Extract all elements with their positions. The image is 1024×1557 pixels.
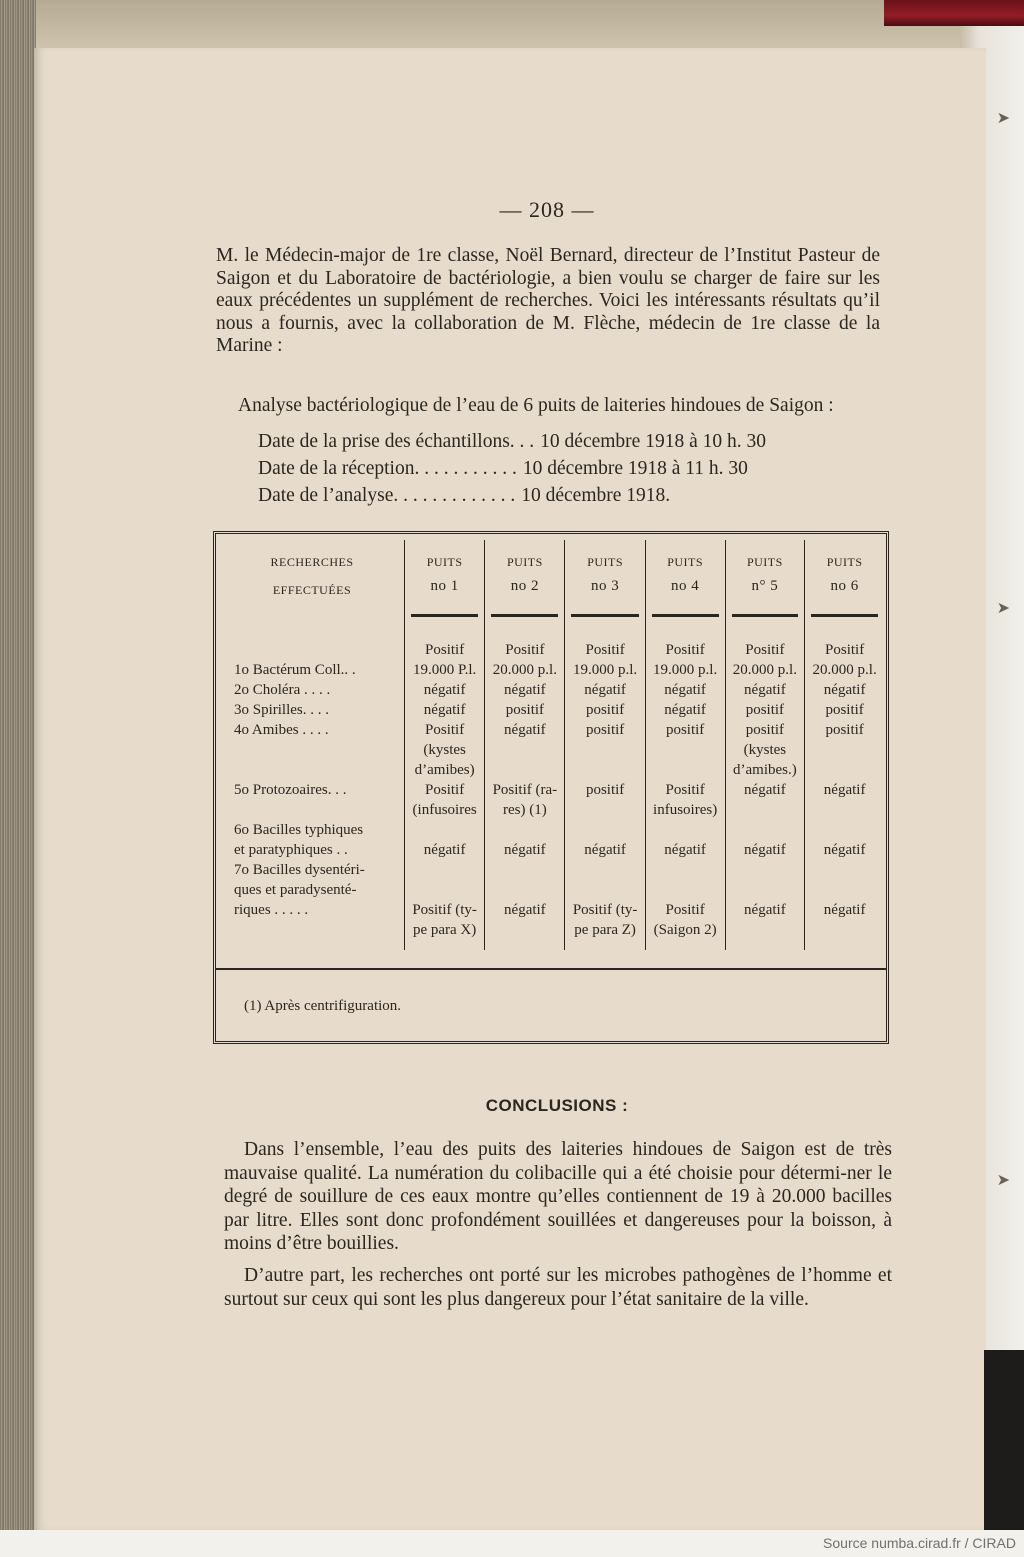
table-cell: négatif: [645, 840, 725, 860]
header-number: n° 5: [751, 578, 779, 594]
table-cell: [645, 740, 725, 760]
date-row: [258, 428, 766, 455]
table-cell: [725, 800, 805, 820]
date-leader-dots: . . . . . . . . . . . . .: [393, 485, 516, 506]
table-row: [220, 760, 884, 780]
table-cell: [645, 820, 725, 840]
table-cell: positif: [565, 720, 645, 740]
table-cell: négatif: [645, 680, 725, 700]
header-rule-cell: [405, 614, 485, 636]
row-label: 1o Bactérum Coll.. .: [234, 662, 356, 678]
table-cell: [405, 860, 485, 880]
bacteriology-table-frame: [213, 531, 889, 1044]
page-holder-shadow: [984, 1350, 1024, 1530]
table-row: [220, 920, 884, 940]
table-cell: négatif: [725, 840, 805, 860]
page-number: — 208 —: [499, 197, 595, 222]
table-cell: Positif: [565, 640, 645, 660]
row-label: 7o Bacilles dysentéri-: [234, 862, 365, 878]
table-cell: négatif: [485, 720, 565, 740]
table-cell: [725, 920, 805, 940]
header-puits-5: [725, 540, 805, 614]
header-recherches: [220, 540, 405, 614]
table-cell: négatif: [405, 840, 485, 860]
table-cell: d’amibes): [405, 760, 485, 780]
table-cell: Positif: [725, 640, 805, 660]
table-row: [220, 800, 884, 820]
table-cell: pe para Z): [565, 920, 645, 940]
bookmark-ribbon: [884, 0, 1024, 26]
table-cell: [805, 860, 884, 880]
header-title: PUITS: [667, 555, 704, 569]
date-leader-dots: . . . . . . . . . . .: [414, 458, 517, 479]
table-cell: (kystes: [725, 740, 805, 760]
table-footnote: (1) Après centrifiguration.: [244, 998, 402, 1014]
table-bottom-rule: [216, 968, 886, 970]
row-label: riques . . . . .: [234, 902, 309, 918]
table-cell: res) (1): [485, 800, 565, 820]
table-cell: 20.000 p.l.: [805, 660, 884, 680]
table-cell: [485, 820, 565, 840]
analysis-title: Analyse bactériologique de l’eau de 6 puits de laiteries hindoues de Saigon :: [238, 395, 834, 416]
table-header-row: [220, 540, 884, 614]
table-cell: [485, 880, 565, 900]
source-credit: Source numba.cirad.fr / CIRAD: [823, 1535, 1016, 1551]
table-cell: [805, 920, 884, 940]
table-row: [220, 880, 884, 900]
table-cell: négatif: [805, 900, 884, 920]
table-cell: pe para X): [405, 920, 485, 940]
table-row: [220, 820, 884, 840]
table-cell: (Saigon 2): [645, 920, 725, 940]
date-row: [258, 482, 766, 509]
header-puits-4: [645, 540, 725, 614]
table-cell: Positif: [645, 640, 725, 660]
table-cell: [805, 820, 884, 840]
spacer-row: [220, 940, 884, 950]
date-row: [258, 455, 766, 482]
header-puits-3: [565, 540, 645, 614]
book-left-edge: [0, 0, 36, 1530]
table-body: [220, 636, 884, 950]
header-title: PUITS: [506, 555, 543, 569]
table-cell: Positif: [405, 640, 485, 660]
table-cell: négatif: [405, 680, 485, 700]
table-cell: 19.000 p.l.: [565, 660, 645, 680]
header-number: no 2: [510, 578, 539, 594]
margin-arrow-icon: ➤: [996, 1170, 1010, 1189]
table-cell: Positif: [805, 640, 884, 660]
table-row: [220, 700, 884, 720]
row-label: [220, 920, 405, 940]
table-cell: négatif: [485, 840, 565, 860]
header-rule-row: [220, 614, 884, 636]
table-cell: [725, 880, 805, 900]
row-label: 2o Choléra . . . .: [234, 682, 331, 698]
row-label: [220, 740, 405, 760]
table-row: [220, 900, 884, 920]
date-leader-dots: . . .: [509, 431, 535, 452]
row-label: ques et paradysenté-: [234, 882, 357, 898]
row-label: 3o Spirilles. . . .: [234, 702, 330, 718]
header-line: EFFECTUÉES: [272, 583, 352, 597]
row-label: [220, 800, 405, 820]
table-cell: négatif: [725, 900, 805, 920]
table-cell: d’amibes.): [725, 760, 805, 780]
header-rule-cell: [565, 614, 645, 636]
table-cell: [725, 860, 805, 880]
table-cell: Positif (ty-: [405, 900, 485, 920]
table-cell: (infusoires: [405, 800, 485, 820]
table-row: [220, 840, 884, 860]
table-cell: positif: [565, 700, 645, 720]
table-cell: négatif: [405, 700, 485, 720]
table-cell: positif: [805, 720, 884, 740]
table-cell: négatif: [565, 840, 645, 860]
conclusions-paragraph-1: Dans l’ensemble, l’eau des puits des laiteries hindoues de Saigon est de très mauvaise qualité. La numération du colibacille qui a été choisie pour détermi-ner le degré de souillure de ces eaux montre qu’elles contiennent de 19 à 20.000 bacilles par litre. Elles sont donc profondément souillées et dangereuses pour la boisson, à moins d’être bouillies.: [224, 1139, 892, 1254]
table-cell: [565, 820, 645, 840]
table-cell: Positif: [645, 780, 725, 800]
table-row: [220, 680, 884, 700]
table-cell: infusoires): [645, 800, 725, 820]
table-cell: [645, 760, 725, 780]
date-label: Date de l’analyse: [258, 485, 394, 506]
table-cell: 20.000 p.l.: [725, 660, 805, 680]
header-title: PUITS: [426, 555, 463, 569]
table-cell: positif: [805, 700, 884, 720]
table-cell: (kystes: [405, 740, 485, 760]
table-cell: Positif (ra-: [485, 780, 565, 800]
conclusions-paragraph-2: D’autre part, les recherches ont porté sur les microbes pathogènes de l’homme et surtout sur ceux qui sont les plus dangereux pour l’état sanitaire de la ville.: [224, 1265, 892, 1310]
header-number: no 4: [670, 578, 700, 594]
date-value: 10 décembre 1918 à 10 h. 30: [540, 431, 766, 452]
header-puits-6: [805, 540, 884, 614]
table-cell: Positif: [405, 720, 485, 740]
table-row: [220, 720, 884, 740]
row-label: 5o Protozoaires. . .: [234, 782, 347, 798]
table-cell: 19.000 p.l.: [645, 660, 725, 680]
table-cell: positif: [725, 700, 805, 720]
table-cell: 20.000 p.l.: [485, 660, 565, 680]
table-cell: [805, 740, 884, 760]
row-label: et paratyphiques . .: [234, 842, 348, 858]
margin-arrow-icon: ➤: [996, 108, 1010, 127]
table-cell: [405, 880, 485, 900]
bacteriology-table: [220, 540, 884, 950]
margin-arrow-icon: ➤: [996, 598, 1010, 617]
table-cell: [485, 920, 565, 940]
table-row: [220, 660, 884, 680]
table-cell: négatif: [805, 680, 884, 700]
intro-paragraph: M. le Médecin-major de 1re classe, Noël Bernard, directeur de l’Institut Pasteur de Saigon et du Laboratoire de bactériologie, a bien voulu se charger de faire sur les eaux précédentes un supplément de recherches. Voici les intéressants résultats qu’il nous a fournis, avec la collaboration de M. Flèche, médecin de 1re classe de la Marine :: [216, 245, 880, 356]
table-cell: Positif: [645, 900, 725, 920]
header-title: PUITS: [746, 555, 783, 569]
table-cell: [485, 740, 565, 760]
table-cell: [565, 860, 645, 880]
header-puits-2: [485, 540, 565, 614]
table-cell: positif: [725, 720, 805, 740]
header-number: no 1: [430, 578, 459, 594]
header-number: no 6: [830, 578, 859, 594]
table-cell: Positif: [485, 640, 565, 660]
table-cell: négatif: [805, 840, 884, 860]
table-cell: Positif (ty-: [565, 900, 645, 920]
table-row: [220, 860, 884, 880]
row-label: 6o Bacilles typhiques: [234, 822, 364, 838]
conclusions-heading: CONCLUSIONS :: [485, 1096, 629, 1115]
table-cell: [645, 880, 725, 900]
table-cell: négatif: [725, 680, 805, 700]
table-cell: [565, 740, 645, 760]
header-rule-cell: [725, 614, 805, 636]
table-cell: [725, 820, 805, 840]
table-cell: [645, 860, 725, 880]
table-row: [220, 780, 884, 800]
table-cell: négatif: [645, 700, 725, 720]
header-rule-cell: [485, 614, 565, 636]
header-line: RECHERCHES: [270, 555, 354, 569]
header-puits-1: [405, 540, 485, 614]
date-value: 10 décembre 1918.: [521, 485, 671, 506]
header-title: PUITS: [587, 555, 624, 569]
header-rule-cell: [220, 614, 405, 636]
table-cell: [805, 760, 884, 780]
table-cell: [805, 880, 884, 900]
date-label: Date de la réception: [258, 458, 415, 479]
table-cell: [565, 800, 645, 820]
table-cell: Positif: [405, 780, 485, 800]
table-cell: positif: [565, 780, 645, 800]
table-row: [220, 740, 884, 760]
table-cell: négatif: [485, 680, 565, 700]
date-label: Date de la prise des échantillons: [258, 431, 510, 452]
table-cell: [405, 820, 485, 840]
date-value: 10 décembre 1918 à 11 h. 30: [522, 458, 748, 479]
row-label: 4o Amibes . . . .: [234, 722, 329, 738]
row-label: [220, 640, 405, 660]
table-cell: négatif: [485, 900, 565, 920]
row-label: [220, 760, 405, 780]
table-cell: 19.000 P.l.: [405, 660, 485, 680]
table-cell: [805, 800, 884, 820]
table-cell: négatif: [725, 780, 805, 800]
header-title: PUITS: [826, 555, 863, 569]
table-cell: [565, 880, 645, 900]
date-list: [258, 428, 766, 509]
table-cell: positif: [485, 700, 565, 720]
table-cell: [485, 760, 565, 780]
table-row: [220, 640, 884, 660]
table-cell: [565, 760, 645, 780]
table-cell: négatif: [565, 680, 645, 700]
header-rule-cell: [645, 614, 725, 636]
table-cell: [485, 860, 565, 880]
header-rule-cell: [805, 614, 884, 636]
table-cell: positif: [645, 720, 725, 740]
header-number: no 3: [590, 578, 620, 594]
table-cell: négatif: [805, 780, 884, 800]
